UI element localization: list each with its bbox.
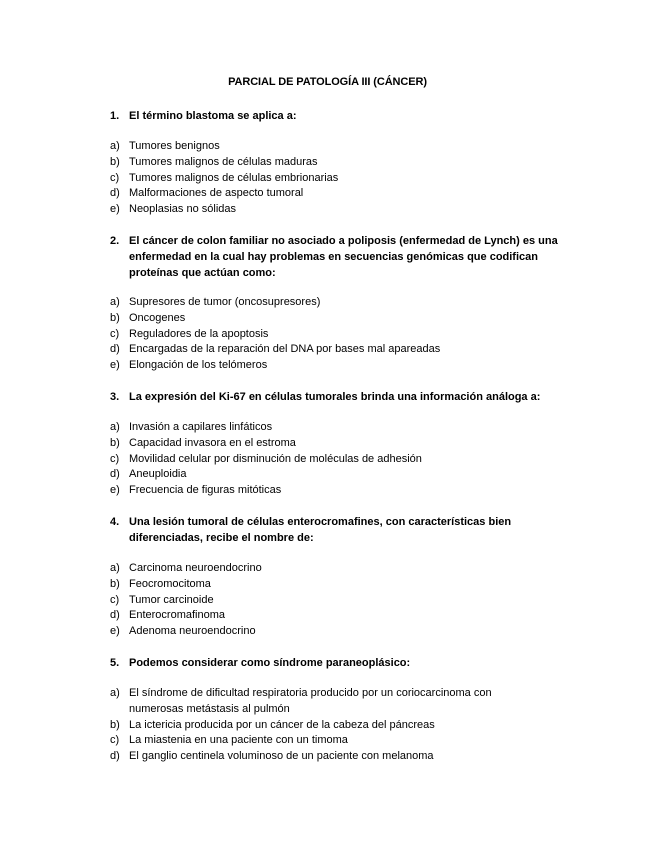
option-letter: e)	[110, 484, 120, 497]
question-4	[110, 514, 565, 640]
option-letter: c)	[110, 593, 120, 606]
option-a	[110, 420, 565, 436]
option-text: Adenoma neuroendocrino	[129, 625, 256, 638]
option-text: Supresores de tumor (oncosupresores)	[129, 296, 321, 308]
option-d	[110, 608, 565, 624]
option-e	[110, 624, 565, 640]
question-header	[110, 233, 565, 281]
option-letter: d)	[110, 609, 120, 622]
option-text: Enterocromafinoma	[129, 609, 225, 622]
option-e	[110, 202, 565, 218]
option-c	[110, 452, 565, 468]
question-text: El término blastoma se aplica a:	[129, 110, 297, 122]
option-text: Invasión a capilares linfáticos	[129, 421, 273, 433]
page-title: PARCIAL DE PATOLOGÍA III (CÁNCER)	[228, 76, 427, 88]
option-letter: c)	[110, 452, 120, 465]
option-text: El síndrome de dificultad respiratoria producido por un coriocarcinoma con numerosas metástasis al pulmón	[129, 687, 492, 715]
option-text: Carcinoma neuroendocrino	[129, 562, 262, 574]
option-d	[110, 749, 565, 765]
option-text: Tumores benignos	[129, 140, 220, 152]
option-d	[110, 467, 565, 483]
options-list	[110, 295, 565, 374]
option-letter: b)	[110, 577, 120, 590]
options-list	[110, 686, 565, 765]
option-b	[110, 718, 565, 734]
option-c	[110, 733, 565, 749]
option-letter: d)	[110, 750, 120, 763]
question-5	[110, 655, 565, 765]
option-letter: c)	[110, 171, 120, 184]
question-number: 2.	[110, 235, 120, 247]
question-3	[110, 389, 565, 499]
option-b	[110, 311, 565, 327]
question-2	[110, 233, 565, 374]
option-b	[110, 577, 565, 593]
question-text: La expresión del Ki-67 en células tumorales brinda una información análoga a:	[129, 391, 541, 403]
option-letter: d)	[110, 187, 120, 200]
option-a	[110, 295, 565, 311]
option-letter: b)	[110, 718, 120, 731]
option-letter: e)	[110, 625, 120, 638]
question-text: Una lesión tumoral de células enterocromafines, con características bien diferenciadas, recibe el nombre de:	[129, 516, 512, 544]
option-text: El ganglio centinela voluminoso de un paciente con melanoma	[129, 750, 434, 763]
option-e	[110, 358, 565, 374]
option-text: Tumores malignos de células maduras	[129, 155, 318, 168]
option-text: La ictericia producida por un cáncer de la cabeza del páncreas	[129, 718, 435, 731]
option-letter: b)	[110, 311, 120, 324]
option-letter: b)	[110, 155, 120, 168]
option-text: Feocromocitoma	[129, 577, 211, 590]
option-b	[110, 436, 565, 452]
option-letter: e)	[110, 203, 120, 216]
option-text: Capacidad invasora en el estroma	[129, 436, 296, 449]
option-text: La miastenia en una paciente con un timoma	[129, 734, 348, 747]
options-list	[110, 561, 565, 640]
question-header	[110, 655, 565, 671]
option-d	[110, 186, 565, 202]
option-c	[110, 593, 565, 609]
question-1	[110, 108, 565, 218]
option-text: Oncogenes	[129, 311, 186, 324]
option-a	[110, 686, 565, 718]
question-number: 1.	[110, 110, 120, 122]
option-a	[110, 561, 565, 577]
option-text: Reguladores de la apoptosis	[129, 327, 269, 340]
question-header	[110, 108, 565, 124]
question-number: 4.	[110, 516, 120, 528]
option-c	[110, 171, 565, 187]
option-text: Elongación de los telómeros	[129, 359, 268, 372]
option-text: Tumores malignos de células embrionarias	[129, 171, 339, 184]
option-text: Frecuencia de figuras mitóticas	[129, 484, 282, 497]
question-number: 5.	[110, 657, 120, 669]
option-a	[110, 139, 565, 155]
question-text: Podemos considerar como síndrome paraneoplásico:	[129, 657, 411, 669]
option-letter: c)	[110, 327, 120, 340]
option-text: Aneuploidia	[129, 468, 187, 481]
question-header	[110, 514, 565, 546]
question-header	[110, 389, 565, 405]
option-b	[110, 155, 565, 171]
option-letter: a)	[110, 421, 120, 433]
question-text: El cáncer de colon familiar no asociado a poliposis (enfermedad de Lynch) es una enfermedad en la cual hay problemas en secuencias genómicas que codifican proteínas que actúan como:	[129, 235, 558, 279]
options-list	[110, 139, 565, 218]
option-letter: a)	[110, 140, 120, 152]
option-letter: b)	[110, 436, 120, 449]
option-letter: d)	[110, 468, 120, 481]
option-text: Neoplasias no sólidas	[129, 203, 237, 216]
option-text: Encargadas de la reparación del DNA por bases mal apareadas	[129, 343, 441, 356]
option-e	[110, 483, 565, 499]
option-letter: a)	[110, 562, 120, 574]
option-letter: a)	[110, 687, 120, 699]
option-c	[110, 327, 565, 343]
options-list	[110, 420, 565, 499]
option-text: Tumor carcinoide	[129, 593, 214, 606]
option-letter: c)	[110, 734, 120, 747]
option-letter: e)	[110, 359, 120, 372]
question-number: 3.	[110, 391, 120, 403]
option-text: Movilidad celular por disminución de moléculas de adhesión	[129, 452, 422, 465]
option-text: Malformaciones de aspecto tumoral	[129, 187, 304, 200]
option-d	[110, 342, 565, 358]
option-letter: d)	[110, 343, 120, 356]
option-letter: a)	[110, 296, 120, 308]
